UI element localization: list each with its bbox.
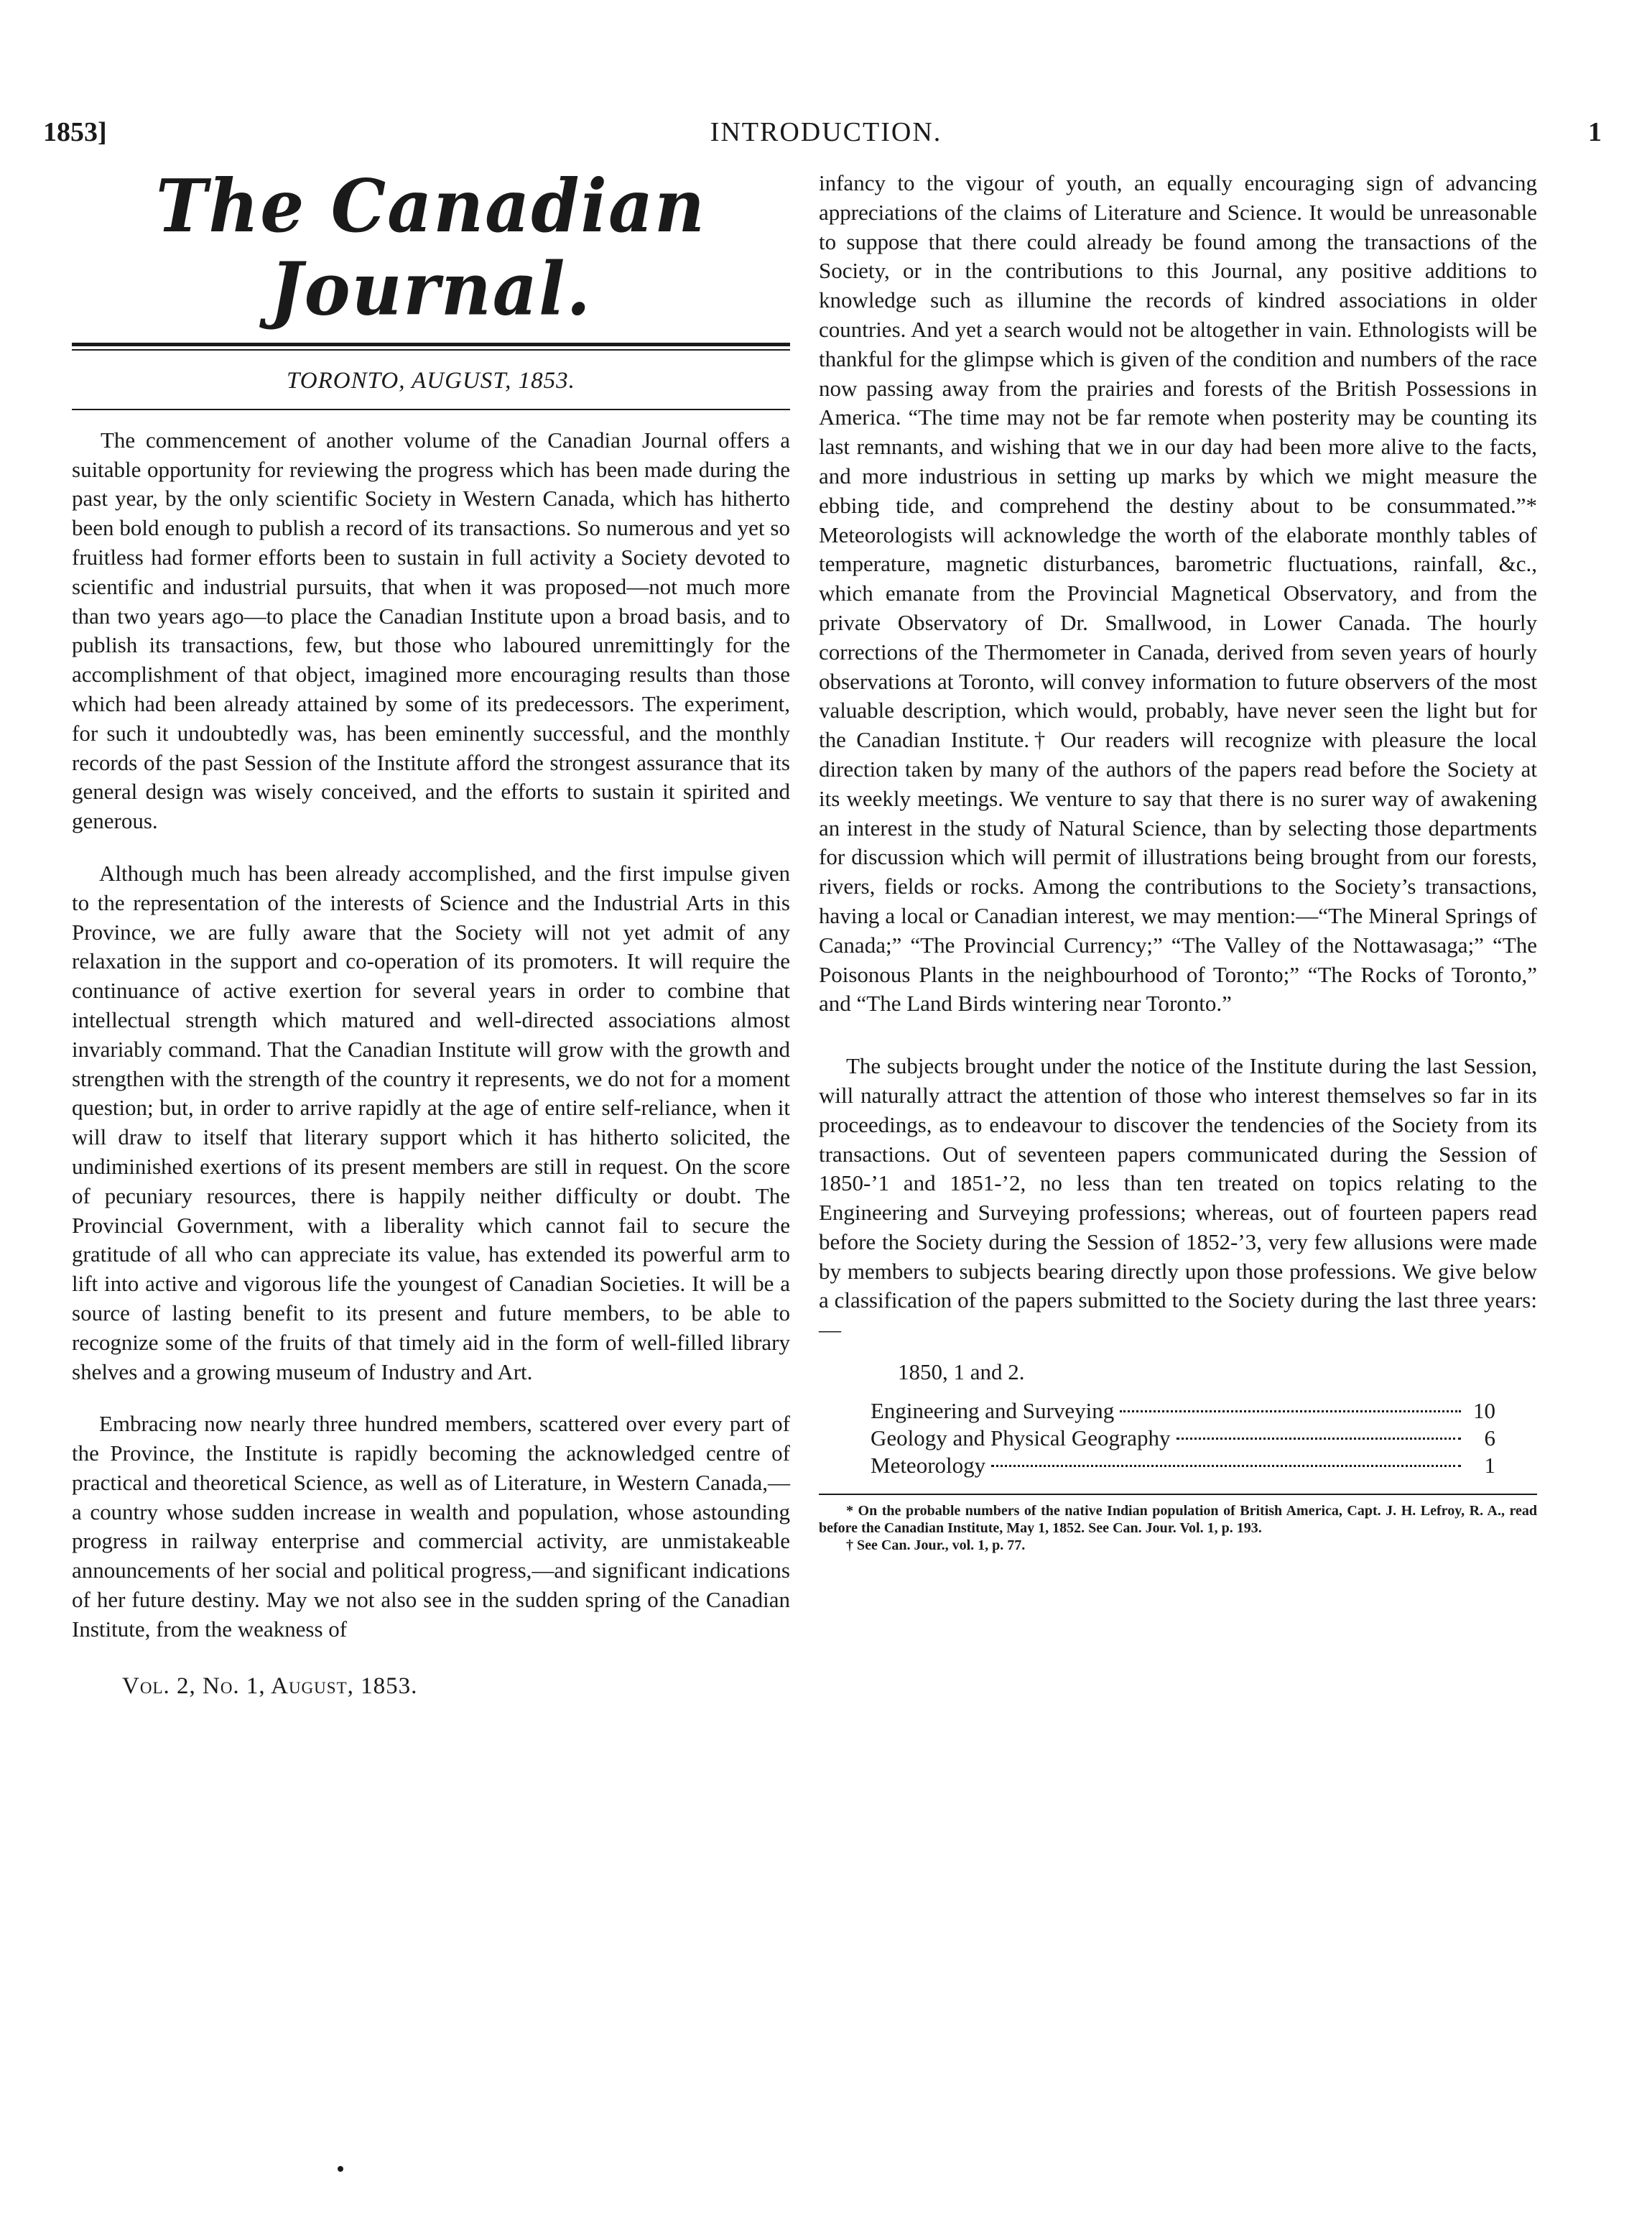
dateline: TORONTO, AUGUST, 1853. <box>287 368 575 394</box>
row-count: 6 <box>1484 1425 1495 1450</box>
classification-table <box>871 1397 1495 1479</box>
paragraph: The commencement of another volume of the Canadian Journal offers a suitable opportunity for reviewing the progress which has been made during the past year, by the only scientific Society in Western Canada, which has hitherto been bold enough to publish a record of its transactions. So numerous and yet so fruitless had former efforts been to sustain in full activity a Society devoted to scientific and industrial pursuits, that when it was proposed—not much more than two years ago—to place the Canadian Institute upon a broad basis, and to publish its transactions, few, but those who laboured unremittingly for the accomplishment of that object, imagined more encouraging results than those which had been already attained by some of its predecessors. The experiment, for such it undoubtedly was, has been eminently successful, and the monthly records of the past Session of the Institute afford the strongest assurance that its general design was wisely conceived, and the efforts to sustain it spirited and generous. <box>72 427 790 834</box>
page-number: 1 <box>1588 117 1602 147</box>
left-column <box>72 163 790 1700</box>
paragraph: The subjects brought under the notice of the Institute during the last Session, will naturally attract the attention of those who interest themselves so far in its proceedings, as to endeavour to discover the tendencies of the Society from its transactions. Out of seventeen papers communicated during the Session of 1850-’1 and 1851-’2, no less than ten treated on topics relating to the Engineering and Surveying professions; whereas, out of fourteen papers read before the Society during the Session of 1852-’3, very few allusions were made by members to subjects bearing directly upon those professions. We give below a classification of the papers submitted to the Society during the last three years:— <box>819 1053 1537 1343</box>
leader-dots <box>1120 1410 1461 1412</box>
volume-line: Vol. 2, No. 1, August, 1853. <box>122 1672 418 1699</box>
paragraph: infancy to the vigour of youth, an equally encouraging sign of advancing appreciations of the claims of Literature and Science. It would be unreasonable to suppose that there could already be found among the transactions of the Society, or in the contributions to this Journal, any positive additions to knowledge such as illumine the records of kindred associations in older countries. And yet a search would not be altogether in vain. Ethnologists will be thankful for the glimpse which is given of the condition and numbers of the race now passing away from the prairies and forests of the British Possessions in America. “The time may not be far remote when posterity may be counting its last remnants, and wishing that we in our day had been more alive to the facts, and more industrious in setting up marks by which we might measure the ebbing tide, and comprehend the destiny about to be consummated.”* Meteorologists will acknowledge the worth of the elaborate monthly tables of temperature, magnetic disturbances, barometric fluctuations, rainfall, &c., which emanate from the Provincial Magnetical Observatory, and from the private Observatory of Dr. Smallwood, in Lower Canada. The hourly corrections of the Thermometer in Canada, derived from seven years of hourly observations at Toronto, will convey information to future observers of the most valuable description, which would, probably, have never seen the light but for the Canadian Institute.† Our readers will recognize with pleasure the local direction taken by many of the authors of the papers read before the Society at its weekly meetings. We venture to say that there is no surer way of awakening an interest in the study of Natural Science, than by selecting those departments for discussion which will permit of illustrations being brought from our forests, rivers, fields or rocks. Among the contributions to the Society’s transactions, having a local or Canadian interest, we may mention:—“The Mineral Springs of Canada;” “The Provincial Currency;” “The Valley of the Nottawasaga;” “The Poisonous Plants in the neighbourhood of Toronto;” “The Rocks of Toronto,” and “The Land Birds wintering near Toronto.” <box>819 170 1537 1017</box>
row-count: 1 <box>1484 1452 1495 1478</box>
journal-masthead: The Canadian Journal. <box>156 163 706 332</box>
row-label: Meteorology <box>871 1452 986 1478</box>
leader-dots <box>991 1465 1461 1467</box>
running-head <box>43 108 1609 158</box>
leader-dots <box>1177 1438 1461 1440</box>
table-row <box>871 1452 1495 1479</box>
table-row <box>871 1425 1495 1452</box>
classification-heading: 1850, 1 and 2. <box>898 1359 1025 1385</box>
dateline-rule <box>72 409 790 410</box>
footnote: † See Can. Jour., vol. 1, p. 77. <box>846 1537 1026 1553</box>
printer-mark <box>338 2166 343 2172</box>
masthead-rule-thin <box>72 349 790 351</box>
paragraph: Embracing now nearly three hundred members, scattered over every part of the Province, the Institute is rapidly becoming the acknowledged centre of practical and theoretical Science, as well as of Literature, in Western Canada,—a country whose sudden increase in wealth and population, whose astounding progress in railway enterprise and commercial activity, are unmistakeable announcements of her social and political progress,—and significant indications of her future destiny. May we not also see in the sudden spring of the Canadian Institute, from the weakness of <box>72 1411 790 1642</box>
paragraph: Although much has been already accomplished, and the first impulse given to the representation of the interests of Science and the Industrial Arts in this Province, we are fully aware that the Society will not yet admit of any relaxation in the support and co-operation of its promoters. It will require the continuance of active exertion for several years in order to combine that intellectual strength which matured and well-directed associations almost invariably command. That the Canadian Institute will grow with the growth and strengthen with the strength of the country it represents, we do not for a moment question; but, in order to arrive rapidly at the age of entire self-reliance, when it will draw to itself that literary support which it has hitherto solicited, the undiminished exertions of its present members are still in request. On the score of pecuniary resources, there is happily neither difficulty or doubt. The Provincial Government, with a liberality which cannot fail to secure the gratitude of all who can appreciate its value, has extended its powerful arm to lift into active and vigorous life the youngest of Canadian Societies. It will be a source of lasting benefit to its present and future members, to be able to recognize some of the fruits of that timely aid in the form of well-filled library shelves and a growing museum of Industry and Art. <box>72 860 790 1384</box>
masthead-rule-thick <box>72 343 790 346</box>
footnote: * On the probable numbers of the native Indian population of British America, Capt. J. H. Lefroy, R. A., read before the Canadian Institute, May 1, 1852. See Can. Jour. Vol. 1, p. 193. <box>819 1502 1537 1536</box>
table-row <box>871 1397 1495 1425</box>
row-count: 10 <box>1473 1397 1495 1423</box>
section-title: INTRODUCTION. <box>710 117 942 147</box>
right-column <box>819 169 1537 1554</box>
row-label: Engineering and Surveying <box>871 1397 1115 1423</box>
row-label: Geology and Physical Geography <box>871 1425 1171 1450</box>
year-label: 1853] <box>43 117 107 147</box>
footnote-rule <box>819 1494 1537 1495</box>
